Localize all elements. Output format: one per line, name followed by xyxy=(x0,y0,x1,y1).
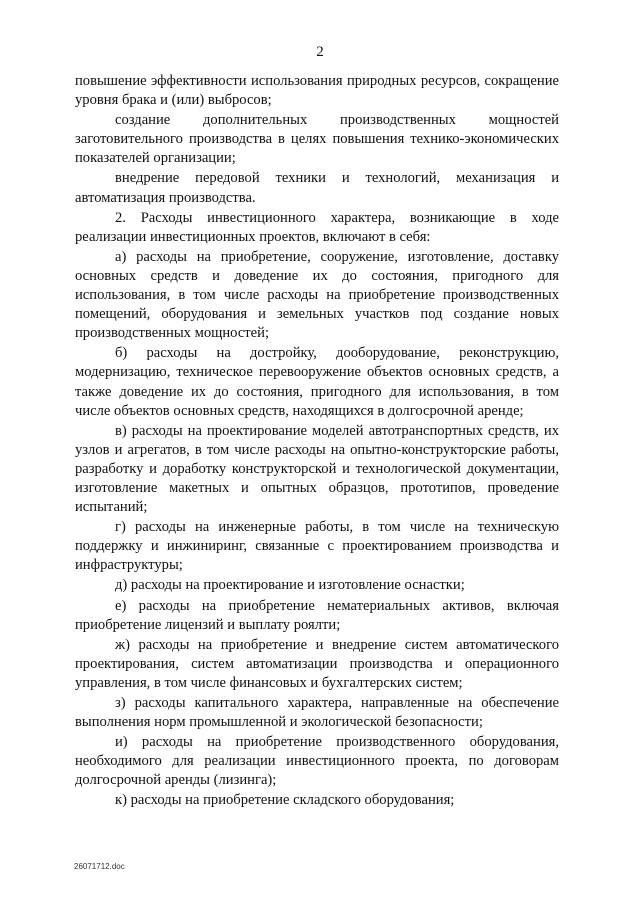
paragraph: а) расходы на приобретение, сооружение, изготовление, доставку основных средств и доведение их до состояния, пригодного для использования, в том числе расходы на приобретение производственных помещений, оборудования и земельных участков под создание новых производственных мощностей; xyxy=(75,248,559,342)
paragraph: в) расходы на проектирование моделей автотранспортных средств, их узлов и агрегатов, в том числе расходы на опытно-конструкторские работы, разработку и доработку конструкторской и технологической документации, изготовление макетных и опытных образцов, прототипов, проведение испытаний; xyxy=(75,422,559,516)
paragraph: создание дополнительных производственных мощностей заготовительного производства в целях повышения технико-экономических показателей организации; xyxy=(75,112,559,167)
paragraph: д) расходы на проектирование и изготовление оснастки; xyxy=(115,577,465,594)
paragraph: б) расходы на достройку, дооборудование, реконструкцию, модернизацию, техническое перевооружение объектов основных средств, а также доведение их до состояния, пригодного для использования, в том числе объектов основных средств, находящихся в долгосрочной аренде; xyxy=(75,345,559,419)
paragraph: повышение эффективности использования природных ресурсов, сокращение уровня брака и (или) выбросов; xyxy=(75,73,559,109)
paragraph: 2. Расходы инвестиционного характера, возникающие в ходе реализации инвестиционных проектов, включают в себя: xyxy=(75,209,559,245)
page-number: 2 xyxy=(316,44,324,60)
paragraph: и) расходы на приобретение производственного оборудования, необходимого для реализации инвестиционного проекта, по договорам долгосрочной аренды (лизинга); xyxy=(75,734,559,789)
paragraph: к) расходы на приобретение складского оборудования; xyxy=(115,792,455,809)
paragraph: внедрение передовой техники и технологий, механизация и автоматизация производства. xyxy=(75,170,559,206)
paragraph: ж) расходы на приобретение и внедрение систем автоматического проектирования, систем автоматизации производства и операционного управления, в том числе финансовых и бухгалтерских систем; xyxy=(75,636,559,691)
paragraph: е) расходы на приобретение нематериальных активов, включая приобретение лицензий и выплату роялти; xyxy=(75,597,559,633)
document-body xyxy=(75,72,559,811)
paragraph: г) расходы на инженерные работы, в том числе на техническую поддержку и инжиниринг, связанные с проектированием производства и инфраструктуры; xyxy=(75,519,559,574)
document-filename: 26071712.doc xyxy=(74,862,125,871)
paragraph: з) расходы капитального характера, направленные на обеспечение выполнения норм промышленной и экологической безопасности; xyxy=(75,695,559,731)
